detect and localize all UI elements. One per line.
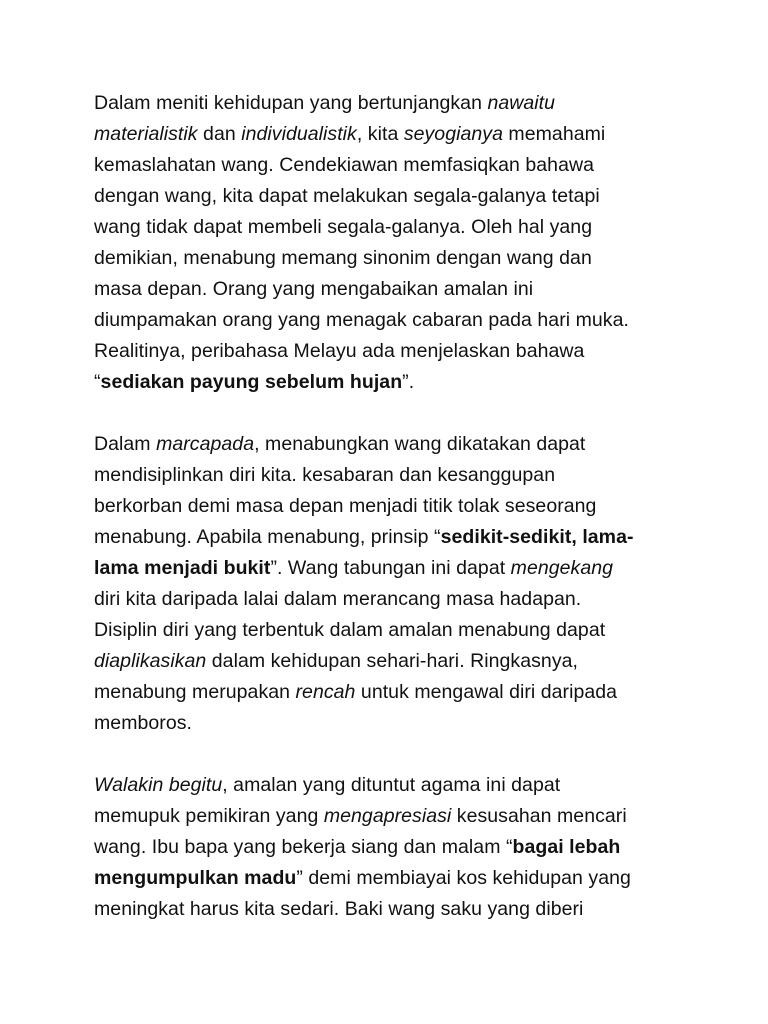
text-line [94, 460, 694, 491]
italic-term: mengekang [510, 557, 614, 579]
text-run: wang. Ibu bapa yang bekerja siang dan malam “ [94, 836, 513, 858]
text-run: wang tidak dapat membeli segala-galanya. Oleh hal yang [94, 216, 593, 238]
text-line [94, 88, 694, 119]
text-line [94, 863, 694, 894]
text-run: menabung. Apabila menabung, prinsip “ [94, 526, 441, 548]
text-line [94, 336, 694, 367]
text-line [94, 212, 694, 243]
text-run: dan [197, 123, 242, 145]
text-run: masa depan. Orang yang mengabaikan amalan ini [94, 278, 534, 300]
text-line [94, 770, 694, 801]
text-run: diri kita daripada lalai dalam merancang masa hadapan. [94, 588, 582, 610]
text-line [94, 615, 694, 646]
text-line [94, 491, 694, 522]
text-run: memahami [502, 123, 606, 145]
italic-term: seyogianya [403, 123, 503, 145]
text-line [94, 677, 694, 708]
text-run: diumpamakan orang yang menagak cabaran pada hari muka. [94, 309, 629, 331]
text-line [94, 150, 694, 181]
text-line [94, 832, 694, 863]
text-line [94, 584, 694, 615]
text-run: memboros. [94, 712, 192, 734]
italic-term: rencah [295, 681, 356, 703]
text-run: dalam kehidupan sehari-hari. Ringkasnya, [206, 650, 578, 672]
paragraph-2 [94, 429, 694, 739]
text-run: , menabungkan wang dikatakan dapat [254, 433, 586, 455]
text-run: Dalam meniti kehidupan yang bertunjangkan [94, 92, 488, 114]
text-run: Disiplin diri yang terbentuk dalam amalan menabung dapat [94, 619, 606, 641]
text-run: menabung merupakan [94, 681, 296, 703]
text-run: memupuk pemikiran yang [94, 805, 324, 827]
text-run: ”. [402, 371, 415, 393]
italic-term: materialistik [94, 123, 198, 145]
text-line [94, 429, 694, 460]
text-run: demikian, menabung memang sinonim dengan wang dan [94, 247, 592, 269]
essay-body [94, 88, 694, 925]
bold-proverb: lama menjadi bukit [94, 557, 271, 579]
text-line [94, 522, 694, 553]
text-line [94, 243, 694, 274]
text-run: kesusahan mencari [451, 805, 627, 827]
text-run: dengan wang, kita dapat melakukan segala-galanya tetapi [94, 185, 600, 207]
text-line [94, 894, 694, 925]
bold-proverb: sediakan payung sebelum hujan [100, 371, 403, 393]
text-line [94, 305, 694, 336]
text-run: Realitinya, peribahasa Melayu ada menjelaskan bahawa [94, 340, 585, 362]
text-run: meningkat harus kita sedari. Baki wang saku yang diberi [94, 898, 584, 920]
text-run: ”. Wang tabungan ini dapat [270, 557, 511, 579]
paragraph-3 [94, 770, 694, 925]
bold-proverb: bagai lebah [512, 836, 621, 858]
text-run: , amalan yang dituntut agama ini dapat [222, 774, 561, 796]
paragraph-1 [94, 88, 694, 398]
text-line [94, 181, 694, 212]
text-run: Dalam [94, 433, 157, 455]
text-line [94, 646, 694, 677]
text-line [94, 801, 694, 832]
italic-term: mengapresiasi [323, 805, 452, 827]
text-line [94, 119, 694, 150]
text-line [94, 553, 694, 584]
italic-term: Walakin begitu [94, 774, 223, 796]
bold-proverb: sedikit-sedikit, lama- [440, 526, 634, 548]
text-line [94, 274, 694, 305]
italic-term: diaplikasikan [94, 650, 207, 672]
text-run: berkorban demi masa depan menjadi titik tolak seseorang [94, 495, 597, 517]
text-run: , kita [356, 123, 404, 145]
text-line [94, 367, 694, 398]
italic-term: nawaitu [487, 92, 555, 114]
italic-term: individualistik [241, 123, 357, 145]
text-run: mendisiplinkan diri kita. kesabaran dan kesanggupan [94, 464, 556, 486]
italic-term: marcapada [156, 433, 255, 455]
text-run: untuk mengawal diri daripada [355, 681, 618, 703]
text-run: kemaslahatan wang. Cendekiawan memfasiqkan bahawa [94, 154, 594, 176]
text-run: ” demi membiayai kos kehidupan yang [296, 867, 631, 889]
bold-proverb: mengumpulkan madu [94, 867, 297, 889]
text-line [94, 708, 694, 739]
text-run: “ [94, 371, 101, 393]
